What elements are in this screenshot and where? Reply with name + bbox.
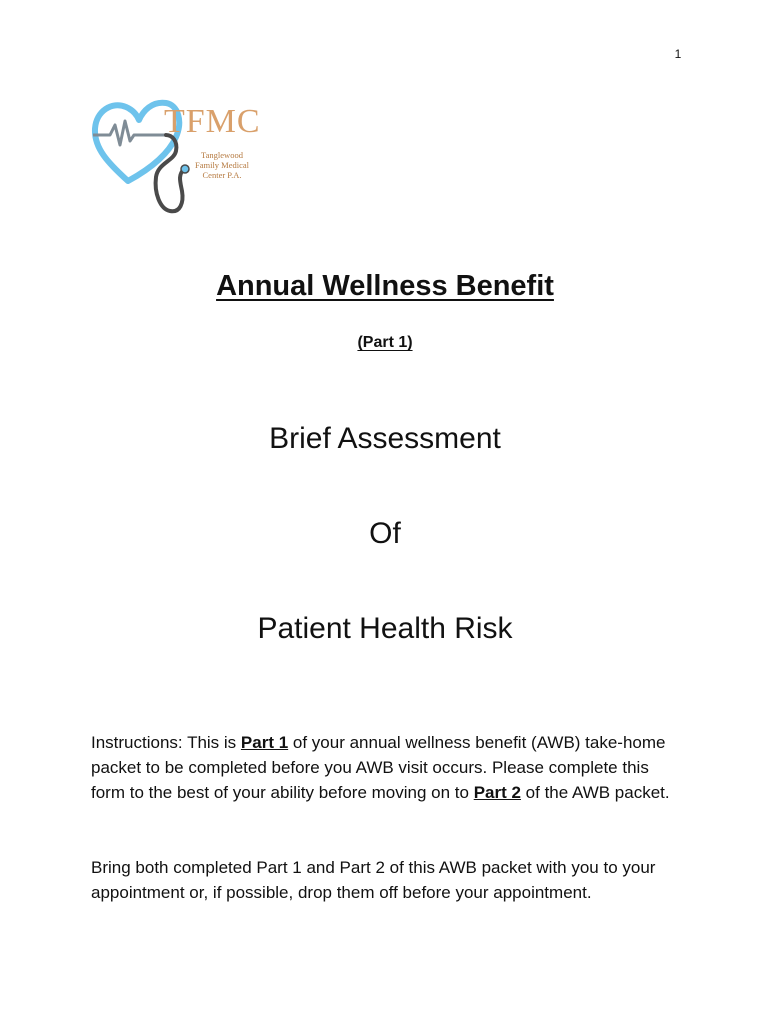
instructions-text-c: of your annual wellness benefit (AWB) take-home packet to be completed before you AWB visit occurs. Please complete this form to the best of your ability before moving on to: [91, 733, 666, 802]
heading-line-3: Patient Health Risk: [257, 612, 513, 645]
bring-packet-paragraph: Bring both completed Part 1 and Part 2 of this AWB packet with you to your appointment or, if possible, drop them off before your appointment.: [91, 858, 656, 902]
instructions-text-e: of the AWB packet.: [520, 783, 670, 802]
heading-line-2: Of: [369, 517, 401, 550]
document-title: Annual Wellness Benefit: [216, 270, 554, 302]
instructions-text-a: Instructions: This is: [91, 733, 241, 752]
page-number: 1: [674, 47, 682, 61]
heading-line-1: Brief Assessment: [269, 422, 501, 455]
document-subtitle: (Part 1): [357, 334, 413, 351]
part-2-emphasis: Part 2: [473, 783, 521, 802]
logo-subtitle: Tanglewood Family Medical Center P.A.: [194, 150, 250, 180]
clinic-logo: [88, 93, 261, 218]
logo-wordmark: TFMC: [164, 103, 261, 140]
instructions-paragraph: [91, 730, 676, 805]
part-1-emphasis: Part 1: [240, 733, 289, 752]
